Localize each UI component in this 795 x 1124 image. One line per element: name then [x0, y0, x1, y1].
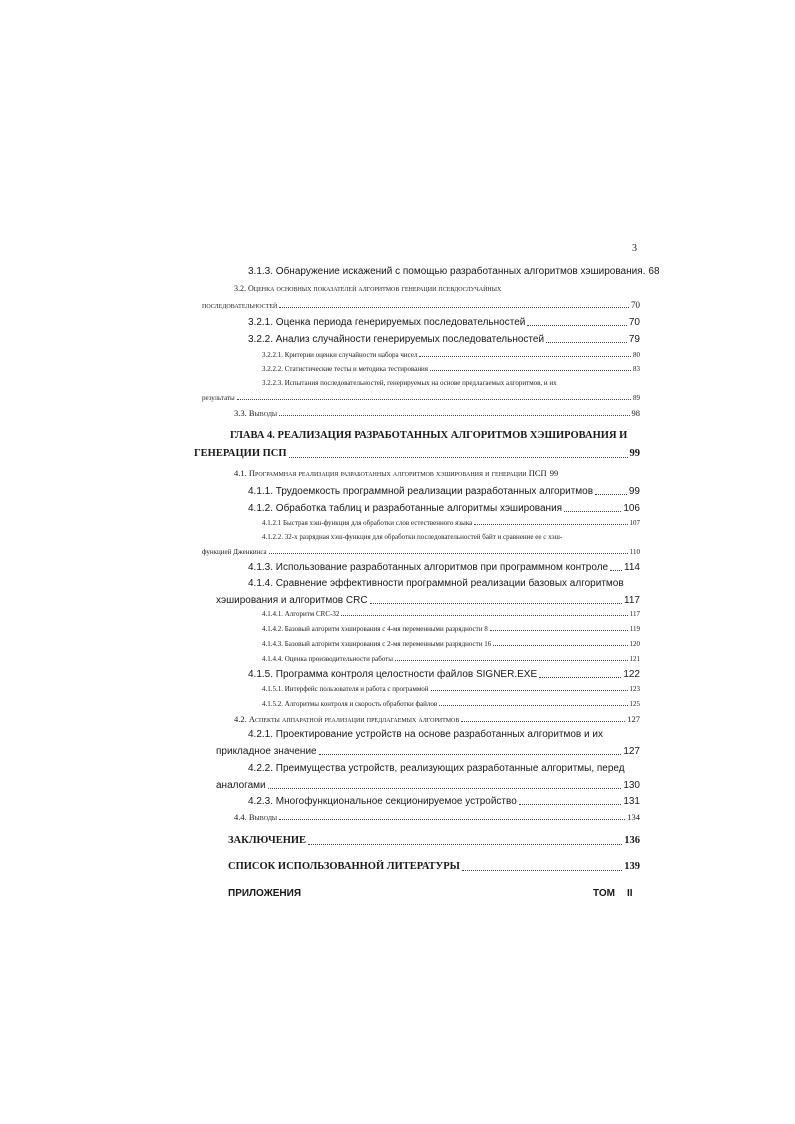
toc-entry-title: 3.2.2. Анализ случайности генерируемых последовательностей	[248, 334, 545, 345]
leader-dots	[430, 369, 631, 371]
toc-entry-title: 4.1.3. Использование разработанных алгоритмов при программном контроле	[248, 562, 609, 573]
toc-entry-title: 4.1.4.4. Оценка производительности работы	[262, 655, 393, 663]
toc-entry-page: 70	[631, 300, 640, 310]
toc-entry-title: 4.1.4.2. Базовый алгоритм хэширования с 4-мя переменными разрядности 8	[262, 625, 488, 633]
leader-dots	[564, 510, 621, 512]
toc-entry-page: 68	[648, 266, 660, 277]
leader-dots	[527, 324, 627, 326]
toc-entry-title: 4.1.1. Трудоемкость программной реализации разработанных алгоритмов	[248, 486, 594, 497]
toc-entry-page: 131	[623, 796, 640, 807]
toc-entry-title: хэширования и алгоритмов CRC	[216, 595, 368, 606]
toc-entry-page: 110	[629, 548, 640, 556]
toc-entry-title[interactable]: ПРИЛОЖЕНИЯ	[228, 888, 302, 899]
toc-entry-title: 4.1.4.3. Базовый алгоритм хэширования с 2-мя переменными разрядности 16	[262, 640, 492, 648]
volume-label: ТОМ	[593, 888, 615, 899]
toc-entry-page: 123	[629, 685, 640, 693]
toc-entry-page: 99	[628, 486, 640, 497]
toc-entry-page: 117	[629, 610, 640, 618]
toc-entry-title: 4.1.2.2. 32-х разрядная хэш-функция для обработки последовательностей байт и сравнение ее с хэш-	[262, 533, 563, 541]
toc-entry-title: 4.1.4. Сравнение эффективности программной реализации базовых алгоритмов	[248, 578, 624, 589]
toc-entry-title: 3.1.3. Обнаружение искажений с помощью разработанных алгоритмов хэширования.	[248, 266, 646, 277]
toc-entry[interactable]	[0, 797, 640, 807]
toc-entry-title: аналогами	[216, 780, 266, 791]
leader-dots	[269, 552, 628, 554]
toc-entry-page: 98	[631, 408, 640, 418]
leader-dots	[370, 602, 622, 604]
toc-entry-page: 70	[628, 317, 640, 328]
toc-entry[interactable]	[202, 301, 640, 310]
toc-entry[interactable]	[0, 487, 640, 497]
toc-entry-page: 99	[549, 468, 559, 478]
toc-entry-page: 121	[629, 655, 640, 663]
toc-entry-page: 117	[624, 595, 640, 606]
toc-entry-page: 114	[624, 562, 640, 573]
toc-entry[interactable]	[0, 318, 640, 328]
leader-dots	[610, 569, 622, 571]
toc-entry-page: 136	[624, 835, 640, 846]
toc-entry-page: 99	[629, 448, 640, 459]
toc-entry-title: 4.2.3. Многофункциональное секционируемое устройство	[248, 796, 517, 807]
toc-entry-page: 106	[623, 503, 640, 514]
toc-entry[interactable]	[0, 335, 640, 345]
toc-entry-page: 134	[627, 812, 640, 822]
toc-entry-title: 3.2.1. Оценка периода генерируемых последовательностей	[248, 317, 526, 328]
toc-entry[interactable]	[0, 266, 660, 277]
toc-entry-page: 119	[629, 625, 640, 633]
toc-entry-page: 122	[623, 669, 640, 680]
toc-entry-page: 127	[623, 746, 640, 757]
leader-dots	[493, 644, 627, 646]
toc-entry-page: 107	[629, 519, 640, 527]
leader-dots	[279, 818, 625, 820]
toc-entry-title: 3.2.2.2. Статистические тесты и методика тестирования	[262, 365, 429, 373]
leader-dots	[546, 341, 627, 343]
toc-entry-page: 120	[629, 640, 640, 648]
toc-entry[interactable]	[216, 781, 640, 791]
toc-entry[interactable]	[0, 409, 640, 418]
toc-entry-title: 4.1.2.1 Быстрая хэш-функция для обработки слов естественного языка	[262, 519, 473, 527]
toc-entry-page: 80	[633, 351, 640, 359]
leader-dots	[319, 753, 622, 755]
toc-entry[interactable]	[0, 352, 640, 359]
toc-entry-title: ГЕНЕРАЦИИ ПСП	[194, 448, 287, 459]
toc-entry-title: 3.3. Выводы	[234, 408, 278, 418]
toc-entry-title: 4.1.5.1. Интерфейс пользователя и работа с программой	[262, 685, 429, 693]
chapter-heading: ГЛАВА 4. РЕАЛИЗАЦИЯ РАЗРАБОТАННЫХ АЛГОРИТМОВ ХЭШИРОВАНИЯ И	[230, 430, 628, 441]
toc-entry-page: 130	[623, 780, 640, 791]
toc-entry-title: 4.2.2. Преимущества устройств, реализующих разработанные алгоритмы, перед	[248, 763, 625, 774]
toc-entry-title: результаты	[202, 394, 235, 402]
toc-entry[interactable]	[0, 504, 640, 514]
toc-entry-title: 4.1.5.2. Алгоритмы контроля и скорость обработки файлов	[262, 700, 438, 708]
volume-number: II	[627, 888, 633, 899]
leader-dots	[279, 414, 629, 416]
toc-entry-title: СПИСОК ИСПОЛЬЗОВАННОЙ ЛИТЕРАТУРЫ	[228, 861, 460, 872]
toc-entry-page: 79	[628, 334, 640, 345]
toc-entry[interactable]	[0, 469, 640, 478]
toc-entry-title: 4.4. Выводы	[234, 812, 278, 822]
toc-entry-page: 83	[633, 365, 640, 373]
leader-dots	[462, 869, 622, 871]
toc-entry[interactable]	[0, 715, 640, 724]
toc-entry[interactable]	[0, 626, 640, 633]
toc-entry[interactable]	[202, 549, 640, 556]
leader-dots	[341, 614, 627, 616]
toc-entry-title: прикладное значение	[216, 746, 317, 757]
toc-entry-title: 4.2.1. Проектирование устройств на основе разработанных алгоритмов и их	[248, 729, 603, 740]
toc-entry[interactable]	[0, 656, 640, 663]
toc-entry-title: функцией Дженкинса	[202, 548, 267, 556]
toc-entry[interactable]	[0, 862, 640, 873]
toc-entry[interactable]	[0, 836, 640, 847]
leader-dots	[539, 676, 621, 678]
leader-dots	[395, 659, 628, 661]
toc-entry-title: последовательностей	[202, 301, 278, 310]
leader-dots	[419, 355, 631, 357]
toc-entry[interactable]	[0, 701, 640, 708]
leader-dots	[289, 456, 628, 458]
toc-entry[interactable]	[0, 641, 640, 648]
leader-dots	[431, 689, 628, 691]
toc-entry[interactable]	[0, 611, 640, 618]
leader-dots	[308, 843, 622, 845]
toc-entry[interactable]	[194, 449, 640, 460]
leader-dots	[519, 803, 622, 805]
toc-entry[interactable]	[0, 563, 640, 573]
toc-entry-title: 3.2. Оценка основных показателей алгоритмов генерации псевдослучайных	[234, 284, 502, 293]
toc-entry-page: 125	[629, 700, 640, 708]
toc-entry[interactable]	[0, 813, 640, 822]
toc-entry[interactable]	[202, 395, 640, 402]
page-number: 3	[632, 243, 637, 254]
toc-entry[interactable]	[216, 747, 640, 757]
leader-dots	[439, 704, 627, 706]
toc-entry[interactable]	[0, 686, 640, 693]
toc-entry-title: ЗАКЛЮЧЕНИЕ	[228, 835, 307, 846]
toc-entry[interactable]	[0, 366, 640, 373]
leader-dots	[595, 493, 627, 495]
toc-entry-title: 4.1.5. Программа контроля целостности файлов SIGNER.EXE	[248, 669, 538, 680]
toc-entry[interactable]	[0, 670, 640, 680]
toc-entry-title: 3.2.2.3. Испытания последовательностей, генерируемых на основе предлагаемых алгоритмов, и их	[262, 379, 557, 387]
toc-entry-page: 139	[624, 861, 640, 872]
toc-entry-title: 4.1. Программная реализация разработанных алгоритмов хэширования и генерации ПСП	[234, 468, 547, 478]
toc-entry-title: 4.1.4.1. Алгоритм CRC-32	[262, 610, 340, 618]
toc-entry-title: 4.2. Аспекты аппаратной реализации предлагаемых алгоритмов	[234, 714, 460, 724]
leader-dots	[461, 720, 625, 722]
toc-entry-title: 4.1.2. Обработка таблиц и разработанные алгоритмы хэширования	[248, 503, 563, 514]
toc-entry-title: 3.2.2.1. Критерии оценки случайности набора чисел	[262, 351, 418, 359]
toc-entry-page: 89	[633, 394, 640, 402]
leader-dots	[237, 398, 631, 400]
leader-dots	[279, 306, 629, 308]
leader-dots	[490, 629, 628, 631]
toc-entry[interactable]	[216, 596, 640, 606]
leader-dots	[268, 787, 622, 789]
toc-entry[interactable]	[0, 520, 640, 527]
toc-entry-page: 127	[627, 714, 640, 724]
leader-dots	[474, 523, 627, 525]
